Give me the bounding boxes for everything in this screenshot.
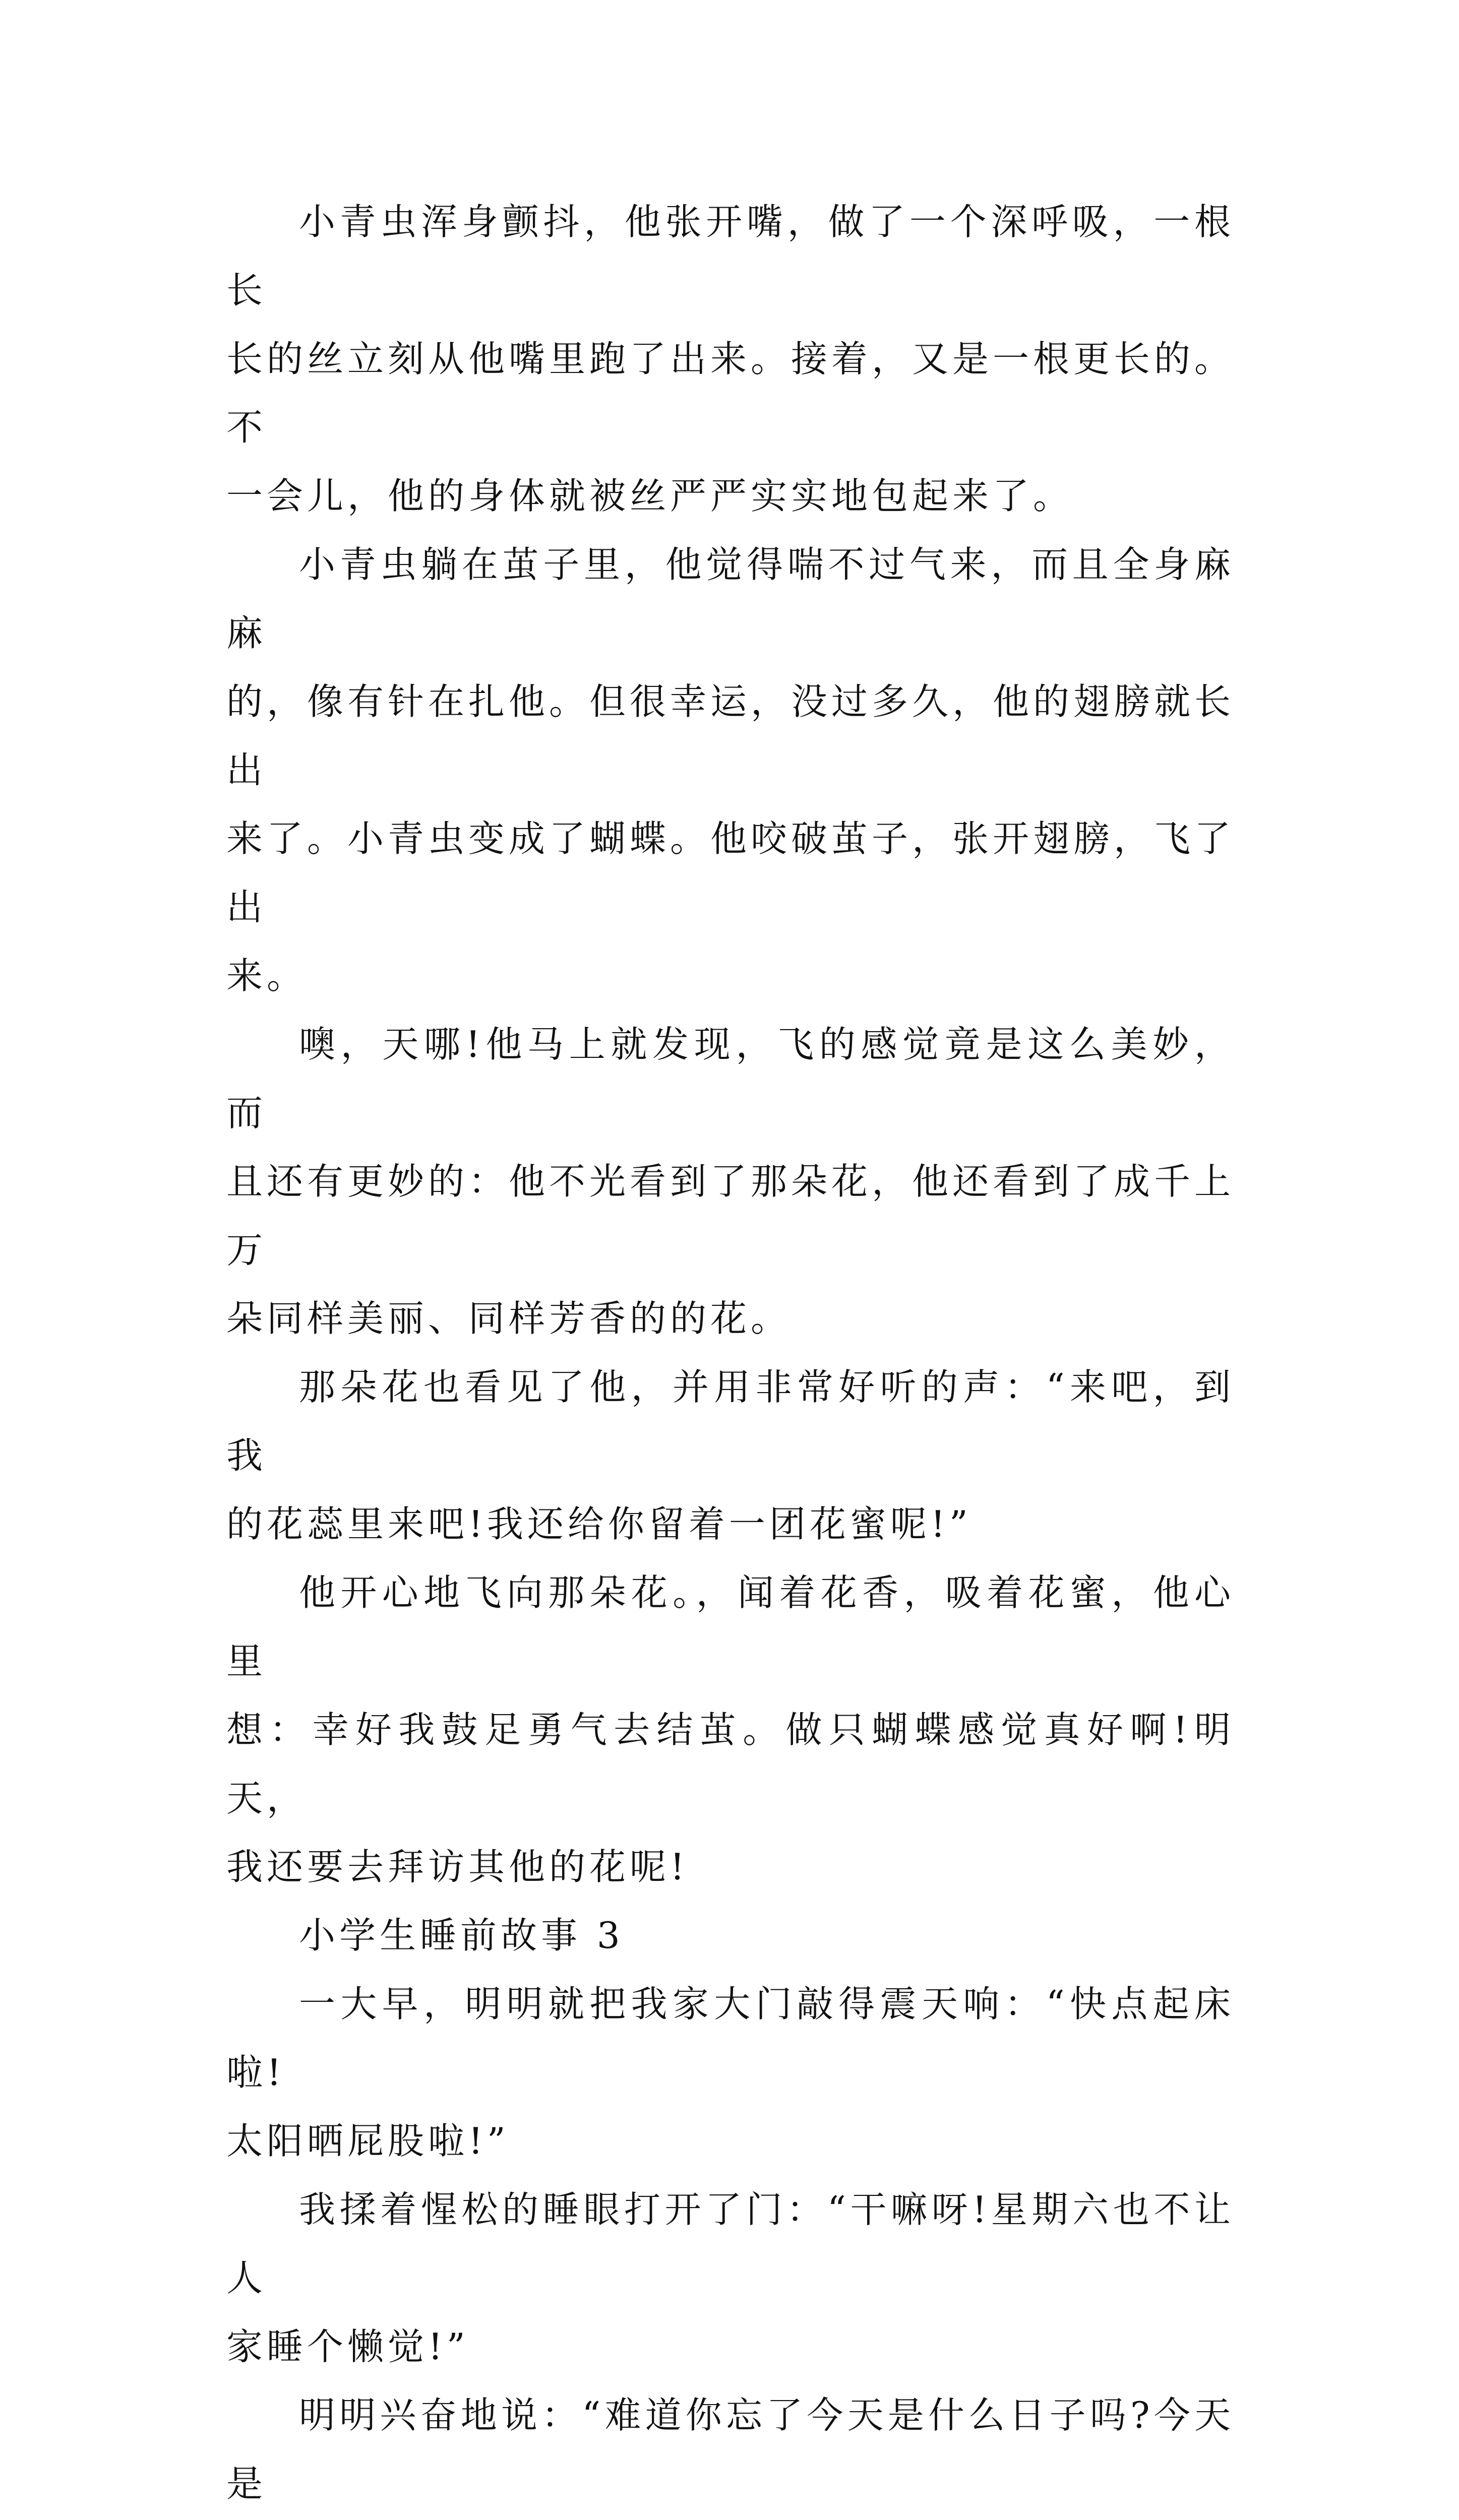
paragraph xyxy=(226,2175,1235,2381)
paragraph xyxy=(226,1010,1235,1353)
text-line: 想：幸好我鼓足勇气去结茧。做只蝴蝶感觉真好啊!明天， xyxy=(226,1709,1235,1819)
text-line: 一大早，明明就把我家大门敲得震天响：“快点起床啦! xyxy=(226,1983,1235,2094)
text-line: 小青虫浑身颤抖，他张开嘴，做了一个深呼吸，一根长 xyxy=(226,201,1235,311)
text-line: 且还有更妙的：他不光看到了那朵花，他还看到了成千上万 xyxy=(226,1160,1235,1271)
text-line: 他开心地飞向那朵花。，闻着花香，吸着花蜜，他心里 xyxy=(226,1571,1235,1682)
paragraph xyxy=(226,1558,1235,1901)
paragraph xyxy=(226,1353,1235,1558)
paragraph xyxy=(226,1970,1235,2175)
text-line: 明明兴奋地说：“难道你忘了今天是什么日子吗?今天是 xyxy=(226,2394,1235,2505)
text-line: 我还要去拜访其他的花呢! xyxy=(226,1846,689,1888)
text-line: 那朵花也看见了他，并用非常好听的声：“来吧，到我 xyxy=(226,1366,1235,1477)
text-line: 小青虫躺在茧子里，他觉得喘不过气来，而且全身麻麻 xyxy=(226,543,1235,654)
text-line xyxy=(226,2518,1235,2520)
text-line: 长的丝立刻从他嘴里跑了出来。接着，又是一根更长的。不 xyxy=(226,338,1235,449)
text-line: 家睡个懒觉!” xyxy=(226,2325,469,2368)
document-body xyxy=(226,187,1235,2520)
text-line: 噢，天哪!他马上就发现，飞的感觉竟是这么美妙，而 xyxy=(226,1023,1235,1134)
text-line: 太阳晒屁股啦!” xyxy=(226,2120,510,2162)
text-line: 我揉着惺松的睡眼打开了门：“干嘛呀!星期六也不让人 xyxy=(226,2188,1235,2299)
section-heading-text: 小学生睡前故事 3 xyxy=(299,1914,624,1957)
paragraph xyxy=(226,530,1235,1010)
text-line: 来。 xyxy=(226,955,308,997)
text-line: 的花蕊里来吧!我还给你留着一团花蜜呢!” xyxy=(226,1503,972,1545)
paragraph xyxy=(226,2381,1235,2520)
paragraph xyxy=(226,187,1235,530)
text-line: 来了。小青虫变成了蝴蝶。他咬破茧子，张开翅膀，飞了出 xyxy=(226,817,1235,928)
text-line: 朵同样美丽、同样芳香的的花。 xyxy=(226,1297,792,1340)
section-heading xyxy=(226,1901,1235,1970)
text-line: 的，像有针在扎他。但很幸运，没过多久，他的翅膀就长出 xyxy=(226,680,1235,791)
text-line: 一会儿，他的身体就被丝严严实实地包起来了。 xyxy=(226,475,1074,517)
